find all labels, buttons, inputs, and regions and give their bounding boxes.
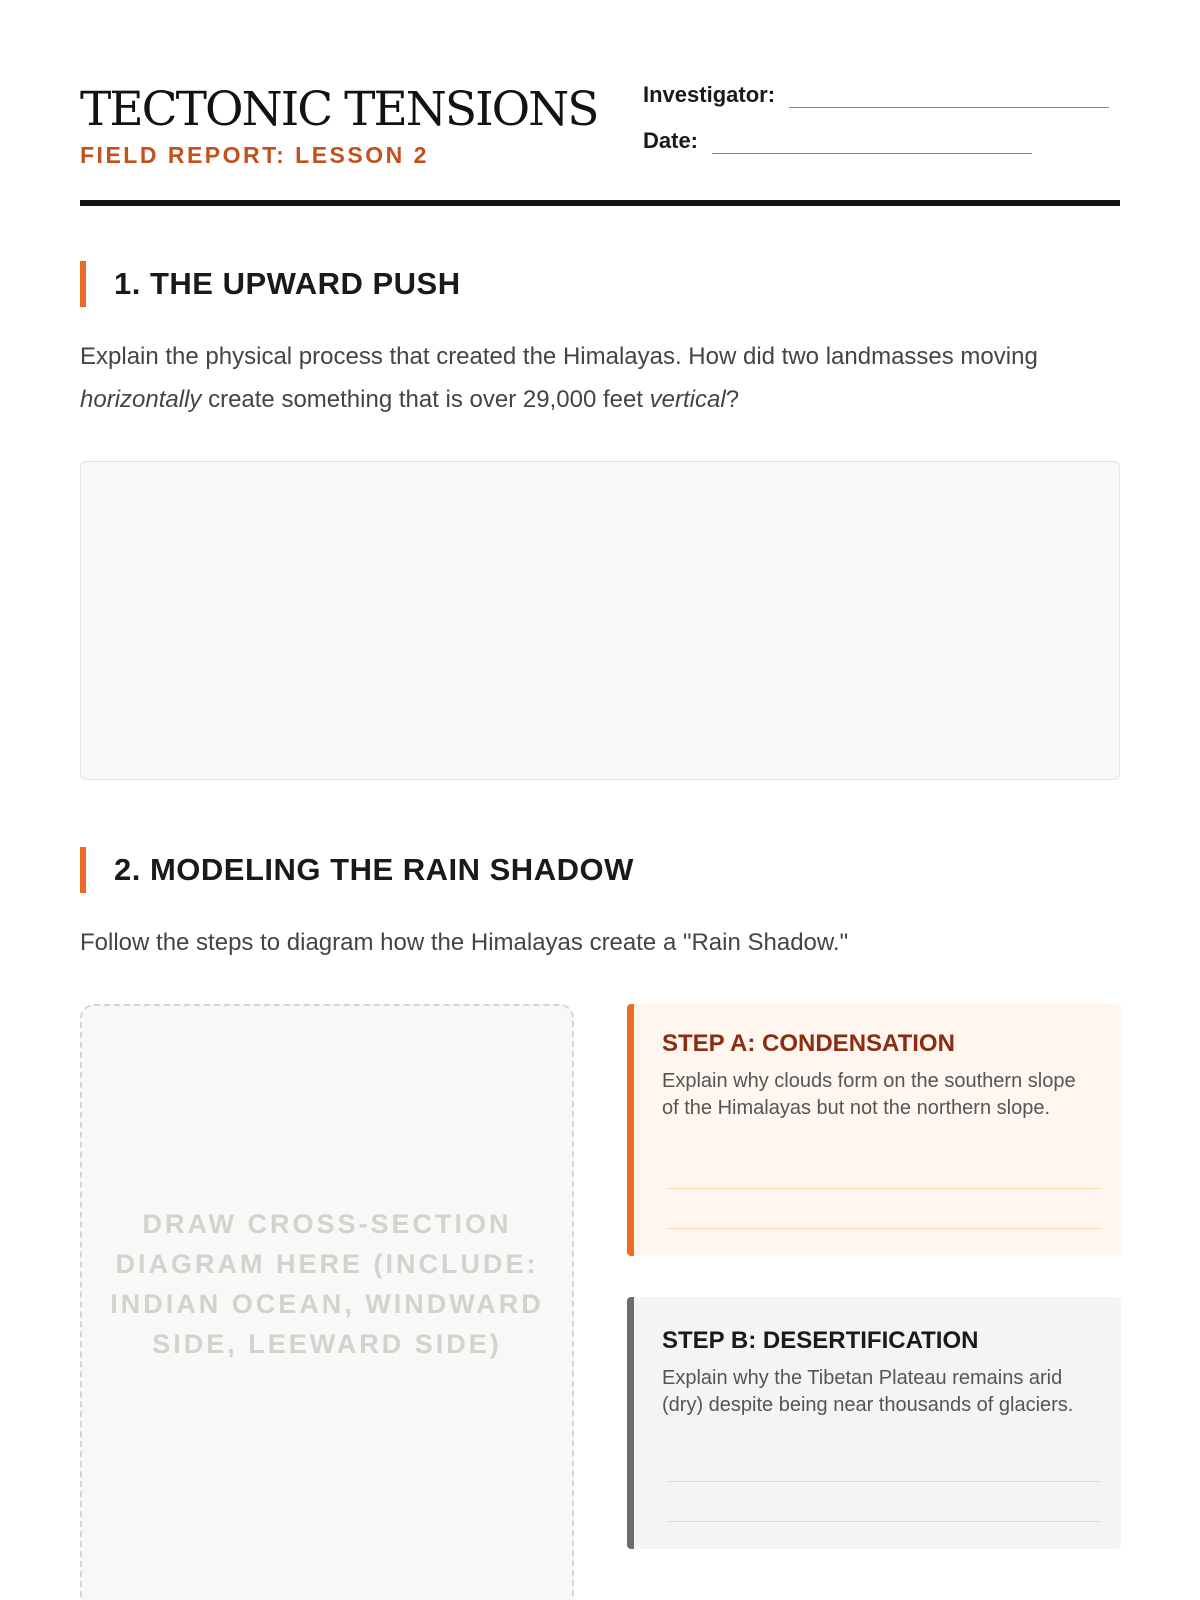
section-2-heading: 2. MODELING THE RAIN SHADOW [80,847,634,893]
worksheet-title: TECTONIC TENSIONS [80,82,598,137]
investigator-row [643,82,1109,108]
section-1-prompt-emphasis-vertical: vertical [649,386,726,413]
section-1-prompt-emphasis-horizontally: horizontally [80,386,202,413]
step-b-title: STEP B: DESERTIFICATION [662,1327,979,1354]
step-b-answer-line-2[interactable] [667,1521,1101,1522]
section-1-prompt [80,335,1120,421]
step-a-card [627,1004,1121,1256]
step-b-answer-line-1[interactable] [667,1481,1101,1482]
section-1-prompt-text-2: create something that is over 29,000 feet [201,386,650,413]
section-1-answer-box[interactable] [80,461,1120,780]
date-field[interactable] [712,132,1032,154]
step-a-answer-line-2[interactable] [667,1228,1101,1229]
header [80,0,1120,206]
step-b-description: Explain why the Tibetan Plateau remains arid (dry) despite being near thousands of glaciers. [662,1367,1074,1416]
investigator-field[interactable] [789,86,1109,108]
step-a-title: STEP A: CONDENSATION [662,1030,955,1057]
step-a-answer-line-1[interactable] [667,1188,1101,1189]
step-a-description: Explain why clouds form on the southern slope of the Himalayas but not the northern slope. [662,1070,1076,1119]
section-1-prompt-text-3: ? [725,386,740,413]
diagram-placeholder-text: DRAW CROSS-SECTION DIAGRAM HERE (INCLUDE: INDIAN OCEAN, WINDWARD SIDE, LEEWARD SIDE) [110,1209,544,1359]
section-1-prompt-text-1: Explain the physical process that created the Himalayas. How did two landmasses moving [80,343,1038,370]
section-2-prompt: Follow the steps to diagram how the Himalayas create a "Rain Shadow." [80,929,849,956]
date-label: Date: [643,128,699,153]
investigator-label: Investigator: [643,82,776,107]
diagram-drawing-area[interactable] [80,1004,574,1600]
worksheet-subtitle: FIELD REPORT: LESSON 2 [80,142,429,168]
step-b-card [627,1297,1121,1549]
section-1-heading: 1. THE UPWARD PUSH [80,261,461,307]
date-row [643,128,1032,154]
